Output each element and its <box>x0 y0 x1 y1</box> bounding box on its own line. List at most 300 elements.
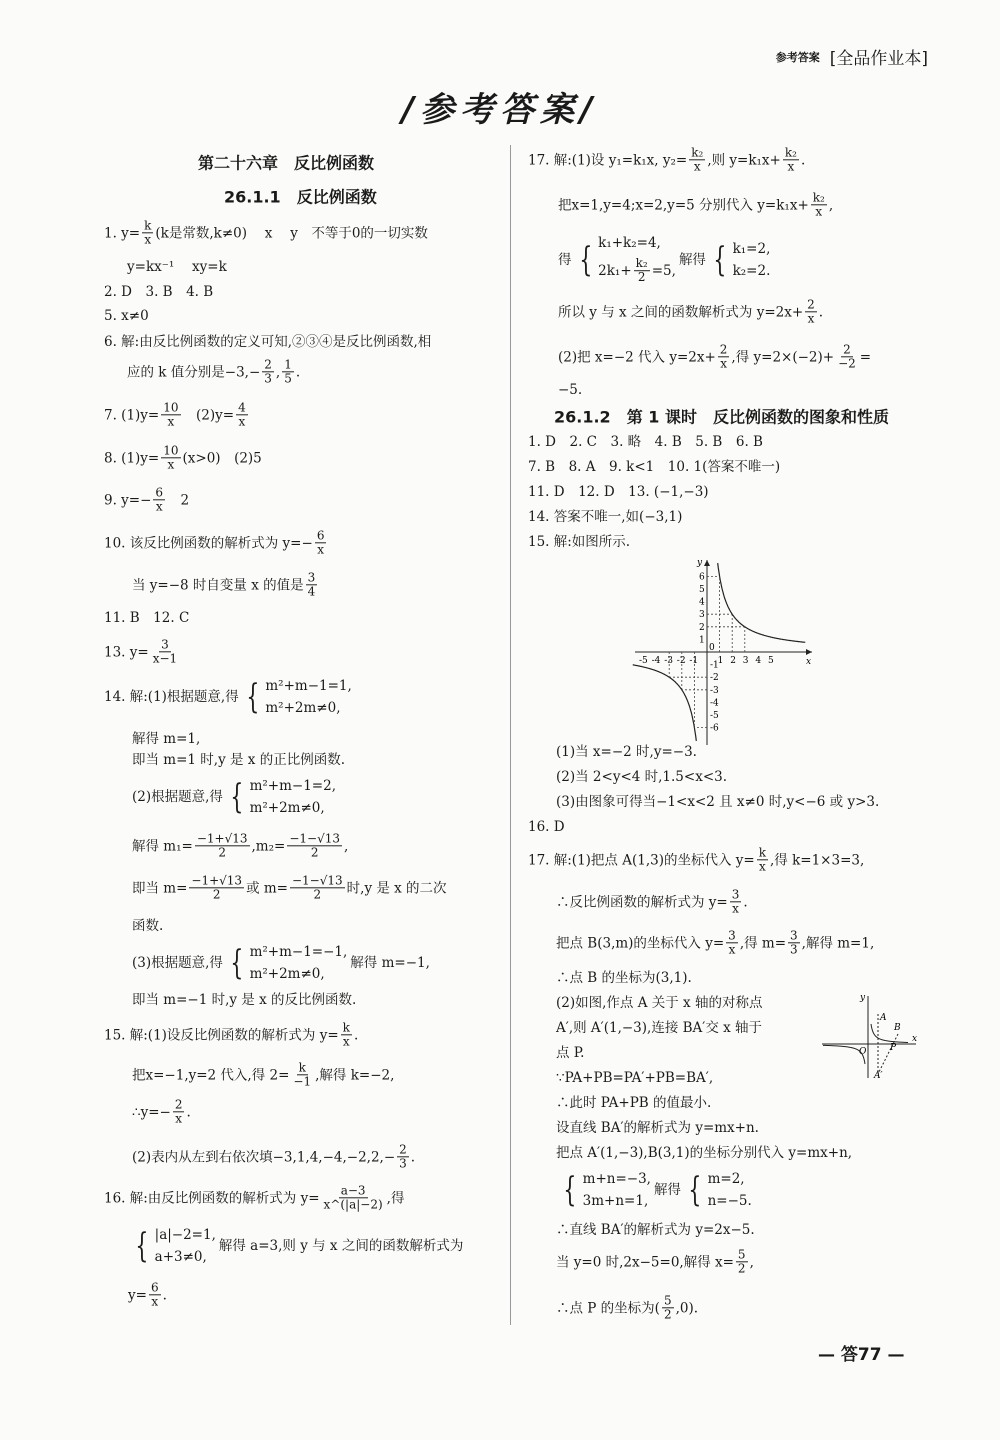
answer-line <box>132 832 348 859</box>
numerator: 6 <box>155 485 164 500</box>
text-run: (2)根据题意,得 <box>132 788 223 805</box>
y-axis-arrow <box>704 560 710 566</box>
text-run: 即当 m=−1 时,y 是 x 的反比例函数. <box>132 991 357 1008</box>
fraction <box>161 401 180 428</box>
numerator: k₂ <box>691 145 704 160</box>
text-run: m=2, <box>707 1170 745 1187</box>
fraction <box>811 191 827 218</box>
answer-line <box>132 571 319 598</box>
text-run: 6. 解:由反比例函数的定义可知,②③④是反比例函数,相 <box>104 333 432 350</box>
answer-line <box>132 1098 191 1125</box>
hyperbola-branch-left <box>633 665 697 741</box>
text-run: . <box>162 1286 167 1303</box>
answer-line <box>556 929 874 956</box>
system-row <box>265 678 351 694</box>
answer-line <box>528 534 630 550</box>
brace-symbol: { <box>230 777 244 817</box>
text-run: 解得 m=1, <box>132 730 201 747</box>
point-label: x <box>912 1034 918 1044</box>
text-run: ,0). <box>675 1299 699 1316</box>
x-tick-label: -5 <box>639 656 648 666</box>
text-run: = <box>859 348 872 365</box>
numerator: 6 <box>150 1280 159 1295</box>
text-run: , <box>828 196 834 213</box>
brace-symbol: { <box>246 677 260 717</box>
equation-system <box>242 678 352 716</box>
text-run: . <box>743 893 748 910</box>
numerator: 3 <box>307 570 316 585</box>
text-run: . <box>800 151 806 168</box>
answer-line <box>132 944 430 982</box>
system-rows <box>155 1227 216 1265</box>
text-run: 解得 <box>653 1181 681 1198</box>
answer-line <box>556 1045 584 1061</box>
text-run: 16. 解:由反比例函数的解析式为 y= <box>104 1189 320 1206</box>
text-run: ,得 k=1×3=3, <box>770 851 865 868</box>
y-tick-label: 5 <box>699 585 705 595</box>
text-run: 把x=−1,y=2 代入,得 2= <box>132 1066 290 1083</box>
point-label: P <box>890 1043 897 1053</box>
text-run: ,得 y=2×(−2)+ <box>731 348 835 365</box>
text-run: 把点 B(3,m)的坐标代入 y= <box>556 934 725 951</box>
brace-symbol: { <box>688 1170 702 1210</box>
text-run: , <box>749 1253 754 1270</box>
numerator: 4 <box>238 400 246 415</box>
numerator: k₂ <box>784 145 797 160</box>
answer-line <box>528 819 565 835</box>
fraction <box>836 343 858 370</box>
section-label: 参考答案 <box>775 50 820 64</box>
answer-line <box>558 382 582 398</box>
denominator: x <box>720 356 727 371</box>
text-run: 14. 解:(1)根据题意,得 <box>104 688 239 705</box>
answer-line <box>556 1222 755 1238</box>
fraction <box>730 888 742 915</box>
y-tick-label: -6 <box>710 723 719 734</box>
fraction <box>322 1184 385 1211</box>
fraction <box>805 298 817 325</box>
answer-line <box>104 486 189 513</box>
system-rows <box>708 1171 752 1209</box>
running-header <box>776 44 928 69</box>
answer-line <box>104 401 250 428</box>
text-run: ∴反比例函数的解析式为 y= <box>556 893 728 910</box>
answer-line <box>104 334 431 350</box>
fraction <box>291 1061 313 1088</box>
numerator: 2 <box>719 342 728 357</box>
denominator: x <box>155 499 163 514</box>
equation-system <box>131 1227 216 1265</box>
text-run: 11. D 12. D 13. (−1,−3) <box>528 483 709 500</box>
numerator: 1 <box>284 357 292 372</box>
numerator: 2 <box>174 1097 183 1112</box>
system-row <box>250 966 348 982</box>
text-run: (2)如图,作点 A 关于 x 轴的对称点 <box>556 994 763 1011</box>
fraction <box>315 529 327 556</box>
brand-label: [全品作业本] <box>829 49 928 69</box>
denominator: x <box>787 159 795 174</box>
answer-line <box>104 610 189 626</box>
curve-right <box>871 1024 908 1043</box>
fraction <box>282 358 294 385</box>
denominator: x <box>151 1294 159 1309</box>
denominator: x <box>732 901 739 916</box>
brace-symbol: { <box>713 240 727 280</box>
answer-line <box>558 343 871 370</box>
text-run: 应的 k 值分别是−3,− <box>127 363 261 380</box>
system-row <box>250 944 348 960</box>
answer-line <box>558 298 823 325</box>
x-tick-label: -4 <box>651 656 661 666</box>
text-run: (2)表内从左到右依次填−3,1,4,−4,−2,2,− <box>132 1148 396 1165</box>
answer-line <box>132 752 345 768</box>
denominator: 2 <box>313 887 322 902</box>
answer-line <box>556 1294 698 1321</box>
numerator: 3 <box>731 887 740 902</box>
numerator: 5 <box>737 1247 746 1262</box>
system-rows <box>733 241 771 279</box>
text-run: 解得 a=3,则 y 与 x 之间的函数解析式为 <box>218 1237 464 1254</box>
text-run: 2k₁+ <box>598 263 632 279</box>
fraction <box>153 486 165 513</box>
system-row <box>265 700 351 716</box>
numerator: k <box>342 1020 350 1035</box>
answer-line <box>528 846 864 873</box>
denominator: x <box>167 414 175 429</box>
fraction <box>142 219 153 246</box>
segment-BA-prime <box>878 1034 898 1074</box>
answer-line <box>132 874 447 901</box>
text-run: 2. D 3. B 4. B <box>104 283 214 300</box>
numerator: 10 <box>163 443 179 458</box>
answer-line <box>556 1120 759 1136</box>
fraction <box>306 571 318 598</box>
fraction <box>736 1248 748 1275</box>
x-tick-label: -2 <box>676 656 686 666</box>
text-run: 15. 解:(1)设反比例函数的解析式为 y= <box>104 1026 339 1043</box>
numerator: 3 <box>161 637 169 652</box>
text-run: 把x=1,y=4;x=2,y=5 分别代入 y=k₁x+ <box>558 196 809 213</box>
fraction <box>783 146 799 173</box>
denominator: 2 <box>663 1307 672 1322</box>
answer-line <box>104 1184 404 1211</box>
numerator: 3 <box>728 928 736 943</box>
answer-line <box>556 1248 754 1275</box>
text-run: 16. D <box>528 818 565 835</box>
text-run: (2)当 2<y<4 时,1.5<x<3. <box>556 768 728 785</box>
numerator: 3 <box>790 928 798 943</box>
denominator: x−1 <box>152 651 178 666</box>
text-run: . <box>410 1148 416 1165</box>
numerator: 6 <box>316 528 325 543</box>
answer-line <box>558 235 773 285</box>
text-run: 5. x≠0 <box>104 307 149 324</box>
y-tick-label: 1 <box>699 635 705 646</box>
y-tick-label: 4 <box>699 597 705 608</box>
system-row <box>250 778 336 794</box>
denominator: 2 <box>212 887 221 902</box>
text-run: (3)根据题意,得 <box>132 954 223 971</box>
point-label: y <box>860 993 866 1003</box>
denominator: x <box>693 159 701 174</box>
system-row <box>155 1249 216 1265</box>
numerator: −1+√13 <box>191 873 243 888</box>
text-run: k₁=2, <box>732 240 771 257</box>
numerator: k <box>758 845 766 860</box>
answer-line <box>128 1227 463 1265</box>
numerator: 2 <box>807 297 815 312</box>
answer-line <box>224 187 377 206</box>
text-run: , <box>275 363 281 380</box>
brace-symbol: { <box>135 1226 149 1266</box>
fraction <box>173 1098 185 1125</box>
text-run: A′,则 A′(1,−3),连接 BA′交 x 轴于 <box>556 1019 763 1036</box>
text-run: m²+2m≠0, <box>249 800 325 816</box>
numerator: −1−√13 <box>291 873 343 888</box>
y-tick-label: -2 <box>710 673 719 684</box>
text-run: k₁+k₂=4, <box>598 235 661 252</box>
text-run: 或 m= <box>246 879 288 896</box>
text-run: 3m+n=1, <box>582 1193 649 1209</box>
answer-line <box>556 888 748 915</box>
reflection-graph <box>820 992 920 1082</box>
numerator: 5 <box>663 1293 672 1308</box>
equation-system <box>709 241 770 279</box>
denominator: x <box>342 1034 350 1049</box>
x-tick-label: -1 <box>689 656 699 666</box>
point-label: A <box>880 1013 887 1023</box>
system-row <box>598 235 676 251</box>
answer-line <box>528 146 805 173</box>
text-run: m²+2m≠0, <box>265 700 341 716</box>
text-run: 即当 m= <box>132 879 188 896</box>
text-run: 9. y=− <box>104 491 152 508</box>
text-run: 当 y=0 时,2x−5=0,解得 x= <box>556 1253 734 1270</box>
fraction <box>262 358 274 385</box>
numerator: 2 <box>399 1142 407 1157</box>
text-run: 解得 <box>678 251 706 268</box>
answer-line <box>132 731 200 747</box>
fraction <box>634 257 650 284</box>
answer-line <box>556 995 762 1011</box>
denominator: 3 <box>399 1156 407 1171</box>
answer-line <box>556 1020 762 1036</box>
text-run: ,m₂= <box>251 837 286 854</box>
denominator: x <box>317 542 325 557</box>
fraction <box>290 874 345 901</box>
text-run: (k是常数,k≠0) x y 不等于0的一切实数 <box>155 224 428 241</box>
x-axis-arrow <box>806 649 812 655</box>
answer-line <box>556 769 727 785</box>
answer-line <box>528 484 709 500</box>
denominator: −1 <box>293 1074 312 1089</box>
text-run: ∴点 B 的坐标为(3,1). <box>556 969 692 986</box>
denominator: 3 <box>790 942 798 957</box>
answer-line <box>132 1061 394 1088</box>
text-run: a+3≠0, <box>154 1249 207 1265</box>
denominator: x <box>167 457 175 472</box>
equation-system <box>575 235 676 285</box>
text-run: 17. 解:(1)把点 A(1,3)的坐标代入 y= <box>528 851 755 868</box>
answer-line <box>528 434 763 450</box>
text-run: 17. 解:(1)设 y₁=k₁x, y₂= <box>528 151 688 168</box>
answer-line <box>104 219 428 246</box>
text-run: y= <box>128 1286 147 1303</box>
denominator: 2 <box>637 270 646 285</box>
text-run: . <box>353 1026 359 1043</box>
text-run: (2)把 x=−2 代入 y=2x+ <box>558 348 716 365</box>
fraction <box>236 401 248 428</box>
denominator: x <box>238 414 246 429</box>
text-run: m²+m−1=1, <box>265 677 352 694</box>
text-run: 设直线 BA′的解析式为 y=mx+n. <box>556 1119 759 1136</box>
system-row <box>250 800 336 816</box>
system-rows <box>250 778 336 816</box>
system-row <box>733 241 771 257</box>
y-tick-label: 6 <box>699 572 705 583</box>
numerator: a−3 <box>340 1183 366 1198</box>
answer-line <box>104 638 181 665</box>
text-run: 1. y= <box>104 224 141 241</box>
hyperbola-branch-right <box>718 563 806 642</box>
section-heading: 第二十六章 反比例函数 <box>198 153 375 173</box>
text-run: −5. <box>558 381 583 398</box>
fraction <box>151 638 179 665</box>
numerator: k₂ <box>635 256 648 271</box>
point-label: B <box>894 1023 901 1033</box>
answer-line <box>127 259 227 275</box>
text-run: y=kx⁻¹ xy=k <box>127 258 227 275</box>
numerator: 10 <box>163 400 179 415</box>
answer-line <box>104 308 149 324</box>
answer-line <box>132 1143 415 1170</box>
y-tick-label: -1 <box>710 660 719 671</box>
page-number: — 答77 — <box>818 1345 905 1365</box>
answer-line <box>104 1021 358 1048</box>
text-run: ,则 y=k₁x+ <box>707 151 781 168</box>
text-run: 得 <box>558 251 572 268</box>
system-row <box>155 1227 216 1243</box>
text-run: . <box>186 1103 191 1120</box>
equation-system <box>226 944 347 982</box>
fraction <box>662 1294 674 1321</box>
text-run: ∴此时 PA+PB 的值最小. <box>556 1094 712 1111</box>
denominator: 5 <box>284 371 292 386</box>
fraction <box>287 832 342 859</box>
y-tick-label: -3 <box>710 685 719 696</box>
text-run: . <box>295 363 301 380</box>
answer-line <box>556 794 879 810</box>
text-run: , <box>344 837 349 854</box>
text-run: (x>0) (2)5 <box>182 449 262 466</box>
x-tick-label: 2 <box>730 656 736 666</box>
text-run: 2 <box>167 491 190 508</box>
y-tick-label: 2 <box>699 622 705 633</box>
brace-symbol: { <box>230 943 244 983</box>
fraction <box>757 846 768 873</box>
system-rows <box>250 944 348 982</box>
answer-line <box>198 153 374 172</box>
text-run: (3)由图象可得当−1<x<2 且 x≠0 时,y<−6 或 y>3. <box>556 793 880 810</box>
y-tick-label: 3 <box>699 610 705 621</box>
text-run: 14. 答案不唯一,如(−3,1) <box>528 508 683 525</box>
x-tick-label: 4 <box>755 656 762 666</box>
system-row <box>598 257 676 284</box>
fraction <box>689 146 705 173</box>
text-run: ∴y=− <box>132 1103 171 1120</box>
answer-line <box>104 678 355 716</box>
answer-line <box>128 1281 167 1308</box>
denominator: 3 <box>264 371 272 386</box>
fraction <box>189 874 244 901</box>
x-tick-label: -3 <box>664 656 673 666</box>
answer-line <box>528 509 682 525</box>
answer-line <box>132 918 163 934</box>
denominator: x <box>807 311 815 326</box>
text-run: ,得 m= <box>739 934 787 951</box>
section-heading: 26.1.1 反比例函数 <box>224 187 377 207</box>
answer-line <box>556 1070 713 1086</box>
text-run: 8. (1)y= <box>104 449 160 466</box>
text-run: 即当 m=1 时,y 是 x 的正比例函数. <box>132 751 345 768</box>
system-row <box>733 263 771 279</box>
fraction <box>195 832 250 859</box>
text-run: 1. D 2. C 3. 略 4. B 5. B 6. B <box>528 433 763 450</box>
text-run: 时,y 是 x 的二次 <box>346 879 447 896</box>
text-run: m²+m−1=2, <box>249 777 336 794</box>
text-run: ∴直线 BA′的解析式为 y=2x−5. <box>556 1221 755 1238</box>
answer-line <box>104 444 262 471</box>
answer-line <box>556 1095 711 1111</box>
system-row <box>708 1171 752 1187</box>
text-run: . <box>818 303 824 320</box>
denominator: −2 <box>838 356 856 371</box>
text-run: 把点 A′(1,−3),B(3,1)的坐标分别代入 y=mx+n, <box>556 1144 853 1161</box>
text-run: 函数. <box>132 917 164 934</box>
point-label: A′ <box>874 1071 883 1081</box>
text-run: 解得 m₁= <box>132 837 193 854</box>
text-run: 所以 y 与 x 之间的函数解析式为 y=2x+ <box>558 303 804 320</box>
text-run: 当 y=−8 时自变量 x 的值是 <box>132 576 304 593</box>
numerator: k <box>298 1060 306 1075</box>
denominator: x^(|a|−2) <box>323 1197 383 1212</box>
numerator: k₂ <box>812 190 825 205</box>
fraction <box>149 1281 161 1308</box>
numerator: 2 <box>843 342 851 357</box>
denominator: x <box>758 859 766 874</box>
fraction <box>788 929 800 956</box>
text-run: 7. (1)y= <box>104 406 160 423</box>
fraction <box>341 1021 352 1048</box>
numerator: −1−√13 <box>289 831 340 846</box>
x-tick-label: 1 <box>717 656 724 666</box>
system-rows <box>598 235 676 285</box>
text-run: n=−5. <box>707 1193 752 1209</box>
text-run: 13. y= <box>104 643 149 660</box>
x-tick-label: 5 <box>768 656 774 666</box>
system-row <box>708 1193 752 1209</box>
system-rows <box>265 678 351 716</box>
numerator: k <box>144 218 152 233</box>
answer-line <box>556 970 692 986</box>
denominator: 2 <box>310 845 319 860</box>
answer-line <box>127 358 300 385</box>
answer-line <box>556 1171 755 1209</box>
answer-line <box>556 1145 852 1161</box>
system-row <box>583 1193 651 1209</box>
hyperbola-graph <box>630 555 820 750</box>
fraction <box>161 444 180 471</box>
